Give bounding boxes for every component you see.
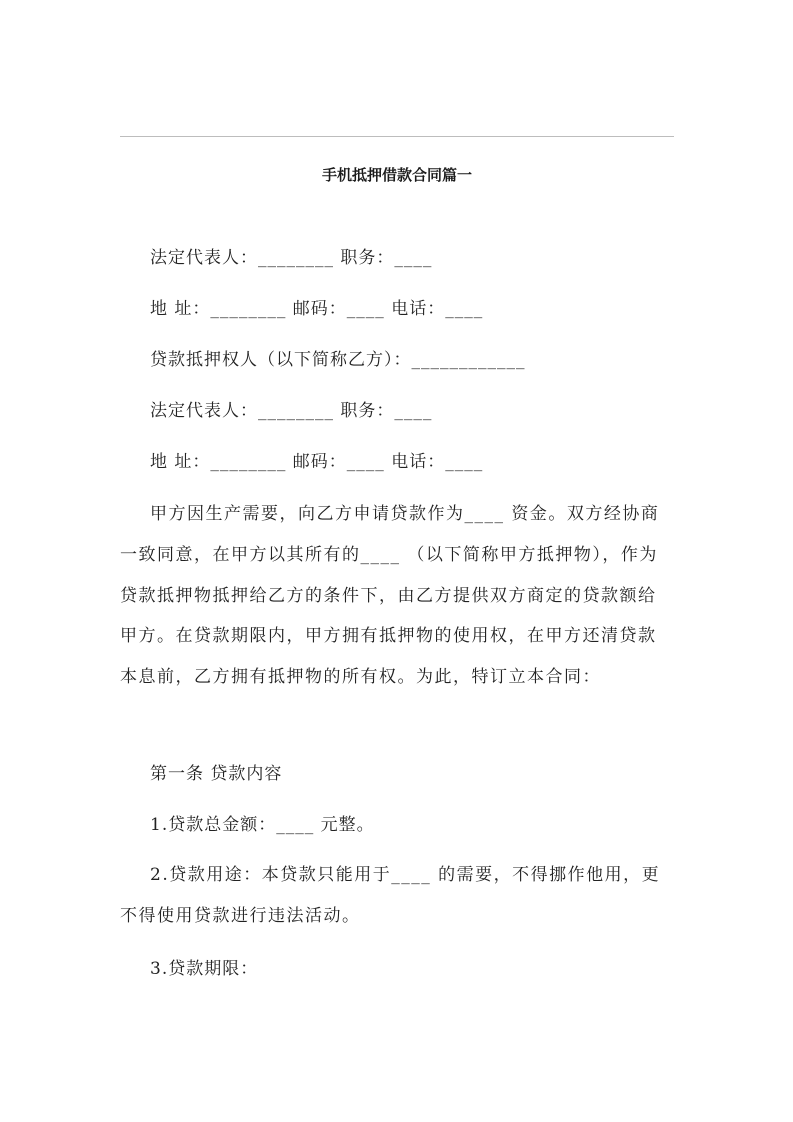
loan-purpose-item: 2.贷款用途：本贷款只能用于____ 的需要，不得挪作他用，更不得使用贷款进行违法活动。 [120,865,661,926]
header-rule [120,136,674,137]
mortgagee-line: 贷款抵押权人（以下简称乙方）：____________ [150,350,526,370]
address-line-party-a: 地 址：________ 邮码：____ 电话：____ [150,299,484,319]
legal-rep-line-party-a: 法定代表人：________ 职务：____ [150,248,433,268]
intro-paragraph: 甲方因生产需要，向乙方申请贷款作为____ 资金。双方经协商一致同意，在甲方以其所有的____ （以下简称甲方抵押物），作为贷款抵押物抵押给乙方的条件下，由乙方提供双方商定的贷款额给甲方。在贷款期限内，甲方拥有抵押物的使用权，在甲方还清贷款本息前，乙方拥有抵押物的所有权。为此，特订立本合同： [120,504,660,688]
document-title: 手机抵押借款合同篇一 [321,166,472,184]
loan-amount-item: 1.贷款总金额：____ 元整。 [150,815,375,835]
loan-term-item: 3.贷款期限： [150,959,259,979]
article-1-heading: 第一条 贷款内容 [150,764,283,784]
address-line-party-b: 地 址：________ 邮码：____ 电话：____ [150,452,484,472]
legal-rep-line-party-b: 法定代表人：________ 职务：____ [150,401,433,421]
